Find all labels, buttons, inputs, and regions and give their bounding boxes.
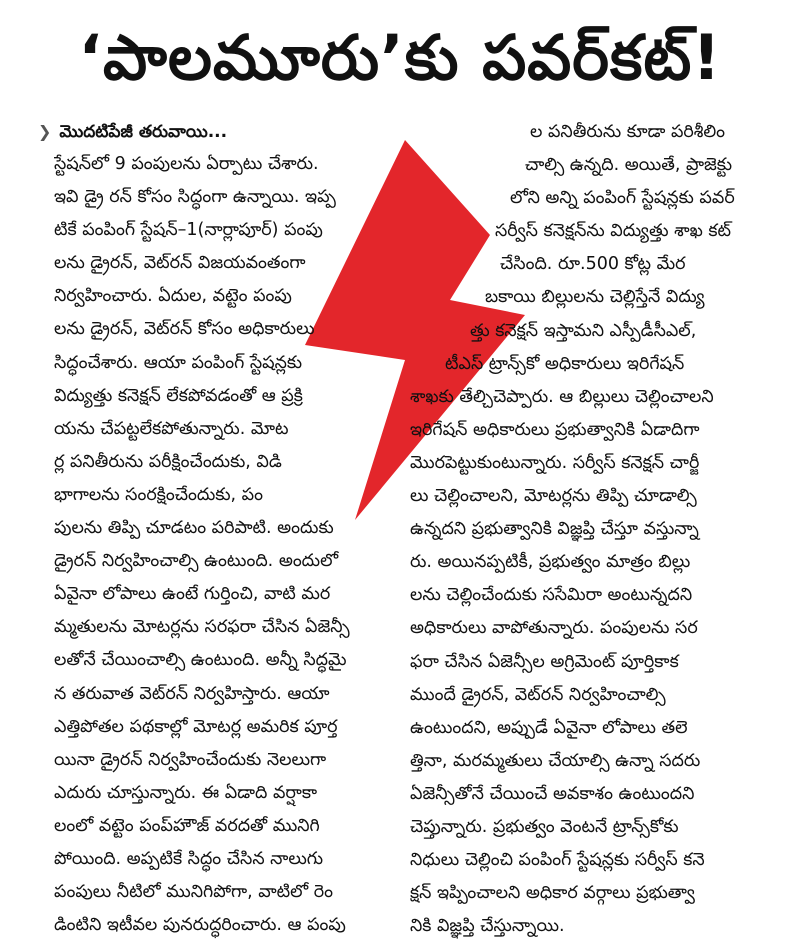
article-line: టీఎస్‌ ట్రాన్స్‌కో అధికారులు ఇరిగేషన్‌ (445, 353, 685, 374)
article-line: లను డ్రైరన్‌, వెట్‌రన్‌ విజయవంతంగా (54, 253, 306, 274)
article-line: లు చెల్లించాలని, మోటర్లను తిప్పి చూడాల్సి (410, 486, 697, 507)
article-line: టికే పంపింగ్‌ స్టేషన్‌–1(నార్లాపూర్‌) పంపు (54, 220, 323, 241)
article-line: రు. అయినప్పటికీ, ప్రభుత్వం మాత్రం బిల్లు (410, 552, 691, 573)
article-line: ఉన్నదని ప్రభుత్వానికి విజ్ఞప్తి చేస్తూ వస్తున్నా (410, 519, 699, 540)
article-line: అధికారులు వాపోతున్నారు. పంపులను సర (410, 618, 698, 639)
article-line: ఎదురు చూస్తున్నారు. ఈ ఏడాది వర్షాకా (54, 782, 318, 803)
article-line: ఫరా చేసిన ఏజెన్సీల అగ్రిమెంట్‌ పూర్తికాక (410, 651, 679, 672)
article-line: ల పనితీరును కూడా పరిశీలిం (530, 122, 725, 142)
article-line: మొరపెట్టుకుంటున్నారు. సర్వీస్‌ కనెక్షన్‌ చార్జీ (410, 452, 700, 473)
article-line: ర్ల పనితీరును పరీక్షించేందుకు, విడి (54, 451, 282, 472)
article-line: పులను తిప్పి చూడటం పరిపాటి. అందుకు (54, 518, 334, 539)
article-column-right (410, 116, 780, 943)
article-line: డ్రైరన్‌ నిర్వహించాల్సి ఉంటుంది. అందులో (54, 551, 339, 572)
article-line: నికి విజ్ఞప్తి చేస్తున్నాయి. (410, 916, 565, 937)
article-column-left (54, 148, 414, 942)
article-line: యినా డ్రైరన్‌ నిర్వహించేందుకు నెలలుగా (54, 749, 327, 770)
article-line: బకాయి బిల్లులను చెల్లిస్తేనే విద్యు (485, 287, 705, 308)
article-line: లను చెల్లించేందుకు ససేమిరా అంటున్నదని (410, 585, 693, 606)
article-line: నిర్వహించారు. ఏదుల, వట్టెం పంపు (54, 286, 292, 307)
article-line: ఎత్తిపోతల పథకాల్లో మోటర్ల అమరిక పూర్త (54, 716, 338, 737)
article-line: భాగాలను సంరక్షించేందుకు, పం (54, 484, 263, 505)
article-line: పోయింది. అప్పటికే సిద్ధం చేసిన నాలుగు (54, 848, 324, 869)
article-line: సిద్ధంచేశారు. ఆయా పంపింగ్‌ స్టేషన్లకు (54, 352, 303, 373)
article-line: చేసింది. రూ.500 కోట్ల మేర (500, 254, 686, 275)
headline: ‘పాలమూరు’కు పవర్‌కట్‌! (78, 21, 722, 94)
article-line: చాల్సి ఉన్నది. అయితే, ప్రాజెక్టు (525, 155, 732, 176)
article-line: లోని అన్ని పంపింగ్‌ స్టేషన్లకు పవర్‌ (510, 188, 735, 209)
article-line: త్తినా, మరమ్మతులు చేయాల్సి ఉన్నా సదరు (410, 750, 701, 771)
article-line: పంపులు నీటిలో మునిగిపోగా, వాటిలో రెం (54, 882, 333, 903)
article-line: శాఖకు తేల్చిచెప్పారు. ఆ బిల్లులు చెల్లించాలని (410, 386, 714, 407)
article-line: విద్యుత్తు కనెక్షన్‌ లేకపోవడంతో ఆ ప్రక్రి (54, 385, 303, 406)
article-line: నిధులు చెల్లించి పంపింగ్‌ స్టేషన్లకు సర్వీస్‌ కనె (410, 850, 705, 871)
article-line: చెప్తున్నారు. ప్రభుత్వం వెంటనే ట్రాన్స్‌కోకు (410, 816, 679, 837)
article-line: ఏవైనా లోపాలు ఉంటే గుర్తించి, వాటి మర (54, 584, 331, 605)
article-line: లను డ్రైరన్‌, వెట్‌రన్‌ కోసం అధికారులు (54, 319, 315, 340)
article-line: ఇరిగేషన్‌ అధికారులు ప్రభుత్వానికి ఏడాదిగా (410, 419, 700, 440)
article-line: ఏజెన్సీతోనే చేయించే అవకాశం ఉంటుందని (410, 783, 695, 804)
article-line: త్తు కనెక్షన్‌ ఇస్తామని ఎస్పీడీసీఎల్‌, (470, 320, 697, 341)
chevron-right-icon: ❯ (38, 122, 52, 141)
article-line: డింటిని ఇటీవల పునరుద్ధరించారు. ఆ పంపు (54, 915, 346, 936)
article-line: లంలో వట్టెం పంప్‌హౌజ్‌ వరదతో మునిగి (54, 815, 320, 836)
article-line: యను చేపట్టలేకపోతున్నారు. మోట (54, 418, 289, 439)
article-line: క్షన్‌ ఇప్పించాలని అధికార వర్గాలు ప్రభుత్వా (410, 883, 695, 904)
article-line: సర్వీస్‌ కనెక్షన్‌ను విద్యుత్తు శాఖ కట్‌ (495, 221, 732, 242)
article-line: న తరువాత వెట్‌రన్‌ నిర్వహిస్తారు. ఆయా (54, 683, 330, 704)
article-line: ఉంటుందని, అప్పుడే ఏవైనా లోపాలు తలె (410, 717, 688, 738)
article-line: లతోనే చేయించాల్సి ఉంటుంది. అన్నీ సిద్ధమై (54, 650, 347, 671)
article-line: ముందే డ్రైరన్‌, వెట్‌రన్‌ నిర్వహించాల్సి (410, 684, 666, 705)
continued-text: మొదటిపేజీ తరువాయి... (59, 122, 228, 142)
article-line: స్టేషన్‌లో 9 పంపులను ఏర్పాటు చేశారు. (54, 154, 319, 174)
article-line: మ్మతులను మోటర్లను సరఫరా చేసిన ఏజెన్సీ (54, 617, 350, 638)
article-line: ఇవి డ్రై రన్‌ కోసం సిద్ధంగా ఉన్నాయి. ఇప్ప (54, 187, 336, 208)
